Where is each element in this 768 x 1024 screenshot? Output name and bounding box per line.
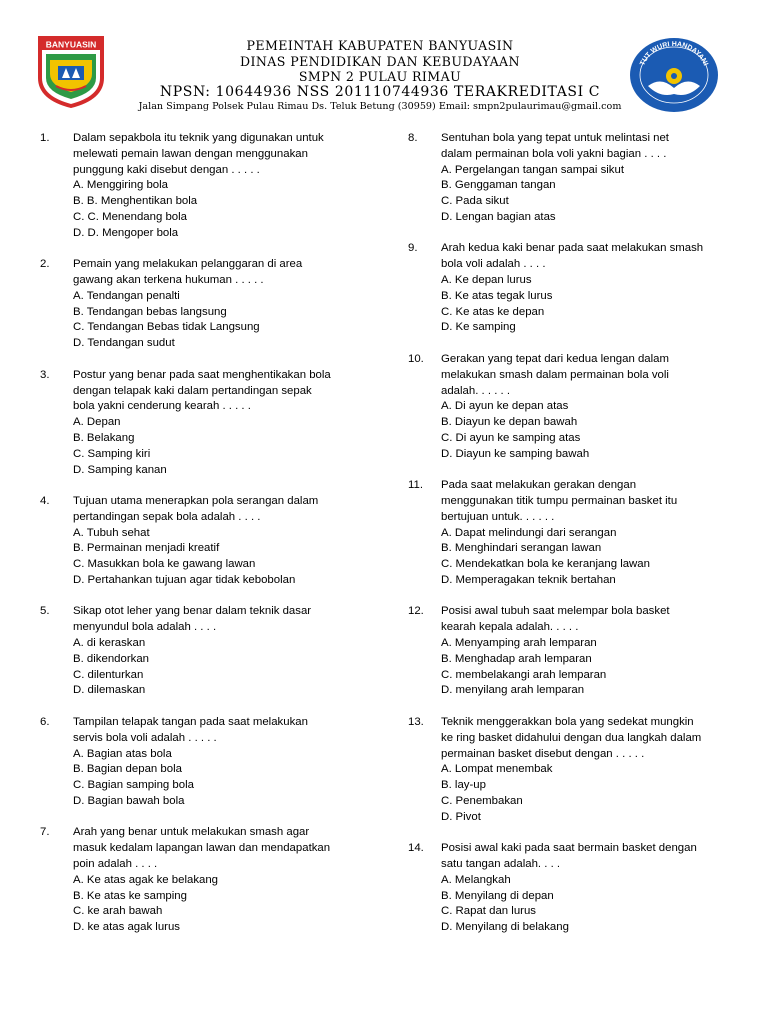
question-text: pertandingan sepak bola adalah . . . .	[73, 510, 261, 523]
question-item	[408, 841, 738, 936]
answer-option: D. Menyilang di belakang	[441, 921, 569, 934]
answer-option: A. Dapat melindungi dari serangan	[441, 526, 617, 539]
tut-wuri-handayani-logo	[628, 36, 720, 114]
question-line	[408, 604, 738, 620]
question-line	[40, 368, 360, 384]
question-text: dalam permainan bola voli yakni bagian . . . .	[441, 147, 667, 160]
answer-option: D. Tendangan sudut	[73, 337, 175, 350]
question-number: 1.	[40, 132, 50, 144]
answer-option: B. Ke atas ke samping	[73, 889, 187, 902]
question-line	[408, 352, 738, 368]
answer-option: C. Rapat dan lurus	[441, 905, 536, 918]
question-text: servis bola voli adalah . . . . .	[73, 731, 217, 744]
question-number	[40, 510, 73, 526]
question-text: menggunakan titik tumpu permainan basket itu	[441, 495, 678, 507]
question-line	[408, 147, 738, 163]
answer-option: B. Menghadap arah lemparan	[441, 652, 592, 665]
question-line	[408, 857, 738, 873]
question-line	[408, 368, 738, 384]
question-text: punggung kaki disebut dengan . . . . .	[73, 163, 260, 176]
question-text: Teknik menggerakkan bola yang sedekat mungkin	[441, 715, 694, 728]
answer-option: D. dilemaskan	[73, 684, 146, 697]
answer-option: C. dilenturkan	[73, 668, 144, 681]
answer-option: C. C. Menendang bola	[73, 210, 187, 223]
question-number	[40, 399, 73, 415]
question-line	[40, 163, 360, 179]
question-text: Gerakan yang tepat dari kedua lengan dalam	[441, 352, 669, 365]
question-text: masuk kedalam lapangan lawan dan mendapatkan	[73, 842, 331, 855]
question-text: Arah yang benar untuk melakukan smash agar	[73, 826, 310, 839]
question-text: Dalam sepakbola itu teknik yang digunakan untuk	[73, 132, 324, 144]
answer-option: D. Samping kanan	[73, 463, 167, 476]
question-text: adalah. . . . . .	[441, 384, 511, 397]
question-number: 8.	[408, 132, 418, 144]
question-text: dengan telapak kaki dalam pertandingan sepak	[73, 384, 312, 397]
question-line	[40, 384, 360, 400]
answer-option: C. Pada sikut	[441, 195, 509, 208]
question-line	[40, 857, 360, 873]
question-number	[408, 147, 441, 163]
question-text: kearah kepala adalah. . . . .	[441, 621, 579, 634]
question-item	[408, 478, 738, 589]
question-number: 5.	[40, 605, 50, 618]
answer-option: A. Tubuh sehat	[73, 526, 150, 539]
question-text: Pemain yang melakukan pelanggaran di area	[73, 258, 303, 271]
question-number: 3.	[40, 368, 50, 381]
answer-option: A. Tendangan penalti	[73, 289, 180, 302]
answer-option: D. Lengan bagian atas	[441, 210, 556, 223]
question-text: menyundul bola adalah . . . .	[73, 621, 217, 634]
question-text: melewati pemain lawan dengan menggunakan	[73, 147, 308, 160]
question-number	[408, 368, 441, 384]
question-number	[408, 857, 441, 873]
answer-option: A. Menyamping arah lemparan	[441, 637, 597, 650]
questions-left-column	[40, 131, 360, 952]
question-number	[408, 494, 441, 510]
answer-option: D. Pivot	[441, 810, 481, 823]
question-text: melakukan smash dalam permainan bola voli	[441, 368, 669, 381]
school-identifiers: NPSN: 10644936 NSS 201110744936 TERAKREDITASI C	[159, 83, 601, 100]
question-number: 9.	[408, 242, 418, 255]
answer-option: C. Mendekatkan bola ke keranjang lawan	[441, 558, 650, 571]
banyuasin-logo	[36, 34, 106, 108]
answer-option: A. Bagian atas bola	[73, 747, 172, 760]
answer-option: C. Di ayun ke samping atas	[441, 431, 581, 444]
question-item	[40, 715, 360, 810]
question-item	[40, 257, 360, 352]
question-number	[408, 620, 441, 636]
department-name: DINAS PENDIDIKAN DAN KEBUDAYAAN	[240, 53, 520, 69]
questions-right-column	[408, 131, 738, 952]
question-line	[40, 841, 360, 857]
question-number	[408, 731, 441, 747]
answer-option: B. B. Menghentikan bola	[73, 195, 198, 208]
letterhead-text	[120, 38, 640, 113]
answer-option: B. lay-up	[441, 779, 486, 792]
question-line	[40, 510, 360, 526]
logo-left-label: BANYUASIN	[45, 39, 97, 50]
question-text: gawang akan terkena hukuman . . . . .	[73, 274, 264, 287]
question-item	[408, 715, 738, 826]
question-number	[408, 384, 441, 400]
question-number	[40, 147, 73, 163]
question-line	[40, 399, 360, 415]
answer-option: C. ke arah bawah	[73, 905, 163, 918]
answer-option: A. Ke depan lurus	[441, 274, 532, 287]
question-line	[40, 494, 360, 510]
answer-option: C. Ke atas ke depan	[441, 305, 545, 318]
answer-option: B. Belakang	[73, 431, 135, 444]
question-text: Posisi awal kaki pada saat bermain basket dengan	[441, 842, 697, 855]
answer-option: A. Melangkah	[441, 873, 511, 886]
answer-option: B. Tendangan bebas langsung	[73, 305, 227, 318]
question-number	[40, 841, 73, 857]
answer-option: B. Menghindari serangan lawan	[441, 542, 602, 555]
question-line	[40, 620, 360, 636]
question-text: ke ring basket didahului dengan dua langkah dalam	[441, 731, 702, 744]
answer-option: D. Ke samping	[441, 321, 516, 334]
answer-option: A. Depan	[73, 416, 121, 429]
question-text: poin adalah . . . .	[73, 858, 158, 870]
question-number	[40, 620, 73, 636]
question-line	[408, 478, 738, 494]
question-number	[408, 257, 441, 273]
question-text: Sentuhan bola yang tepat untuk melintasi net	[441, 132, 669, 144]
school-address: Jalan Simpang Polsek Pulau Rimau Ds. Teluk Betung (30959) Email: smpn2pulaurimau@gmail.com	[138, 101, 622, 112]
question-line	[408, 510, 738, 526]
answer-option: A. Menggiring bola	[73, 179, 168, 192]
question-text: satu tangan adalah. . . .	[441, 858, 561, 870]
answer-option: D. Diayun ke samping bawah	[441, 447, 590, 460]
question-item	[40, 494, 360, 589]
question-item	[408, 131, 738, 226]
answer-option: A. Lompat menembak	[441, 763, 553, 776]
answer-option: B. Diayun ke depan bawah	[441, 416, 578, 429]
letterhead	[0, 0, 768, 120]
question-text: Posisi awal tubuh saat melempar bola basket	[441, 605, 670, 618]
question-line	[408, 715, 738, 731]
question-number	[408, 747, 441, 763]
answer-option: B. Genggaman tangan	[441, 179, 556, 192]
question-line	[408, 241, 738, 257]
answer-option: B. Ke atas tegak lurus	[441, 289, 553, 302]
question-number: 14.	[408, 842, 424, 855]
question-line	[408, 257, 738, 273]
question-item	[408, 241, 738, 336]
question-item	[408, 352, 738, 463]
question-line	[40, 147, 360, 163]
question-text: Pada saat melakukan gerakan dengan	[441, 479, 637, 492]
answer-option: D. D. Mengoper bola	[73, 226, 179, 239]
answer-option: A. Pergelangan tangan sampai sikut	[441, 163, 625, 176]
question-text: bertujuan untuk. . . . . .	[441, 510, 555, 523]
question-text: permainan basket disebut dengan . . . . .	[441, 747, 645, 760]
question-number: 11.	[408, 479, 423, 492]
question-number: 2.	[40, 258, 50, 271]
answer-option: D. Memperagakan teknik bertahan	[441, 573, 616, 586]
question-number	[408, 510, 441, 526]
question-line	[40, 257, 360, 273]
government-name: PEMEINTAH KABUPATEN BANYUASIN	[246, 38, 514, 53]
question-number: 6.	[40, 715, 50, 728]
answer-option: D. Pertahankan tujuan agar tidak kebobolan	[73, 573, 296, 586]
answer-option: A. di keraskan	[73, 637, 146, 650]
answer-option: A. Ke atas agak ke belakang	[73, 873, 219, 886]
question-number	[40, 731, 73, 747]
answer-option: C. Masukkan bola ke gawang lawan	[73, 558, 256, 571]
answer-option: C. membelakangi arah lemparan	[441, 668, 607, 681]
question-number: 10.	[408, 352, 424, 365]
question-line	[40, 825, 360, 841]
question-line	[40, 273, 360, 289]
answer-option: B. Menyilang di depan	[441, 889, 554, 902]
question-item	[40, 604, 360, 699]
question-text: Arah kedua kaki benar pada saat melakukan smash	[441, 242, 704, 255]
answer-option: B. Permainan menjadi kreatif	[73, 542, 220, 555]
question-text: Sikap otot leher yang benar dalam teknik dasar	[73, 605, 312, 618]
school-name: SMPN 2 PULAU RIMAU	[298, 69, 462, 84]
question-line	[408, 131, 738, 147]
question-text: Postur yang benar pada saat menghentikakan bola	[73, 368, 331, 381]
question-line	[408, 494, 738, 510]
answer-option: B. Bagian depan bola	[73, 763, 182, 776]
question-number	[40, 857, 73, 873]
logo-right-label: TUT WURI HANDAYANI	[639, 40, 709, 67]
question-line	[408, 620, 738, 636]
question-line	[408, 384, 738, 400]
question-line	[408, 747, 738, 763]
question-number: 12.	[408, 605, 424, 618]
question-number	[40, 163, 73, 179]
answer-option: D. Bagian bawah bola	[73, 794, 185, 807]
question-number: 7.	[40, 826, 50, 839]
answer-option: C. Samping kiri	[73, 447, 151, 460]
answer-option: B. dikendorkan	[73, 652, 149, 665]
question-line	[40, 715, 360, 731]
answer-option: C. Tendangan Bebas tidak Langsung	[73, 321, 260, 334]
question-text: Tampilan telapak tangan pada saat melakukan	[73, 715, 308, 728]
question-line	[40, 731, 360, 747]
question-line	[408, 731, 738, 747]
question-line	[40, 131, 360, 147]
question-line	[408, 841, 738, 857]
question-text: bola yakni cenderung kearah . . . . .	[73, 400, 251, 413]
question-line	[40, 604, 360, 620]
answer-option: C. Penembakan	[441, 794, 523, 807]
question-item	[40, 825, 360, 936]
question-item	[408, 604, 738, 699]
question-text: bola voli adalah . . . .	[441, 258, 546, 271]
answer-option: D. ke atas agak lurus	[73, 921, 180, 934]
question-text: Tujuan utama menerapkan pola serangan dalam	[73, 495, 319, 507]
question-item	[40, 131, 360, 242]
answer-option: C. Bagian samping bola	[73, 779, 194, 792]
question-item	[40, 368, 360, 479]
question-number	[40, 273, 73, 289]
answer-option: D. menyilang arah lemparan	[441, 684, 585, 697]
answer-option: A. Di ayun ke depan atas	[441, 400, 569, 413]
question-number	[40, 384, 73, 400]
question-number: 4.	[40, 495, 50, 507]
question-number: 13.	[408, 715, 424, 728]
